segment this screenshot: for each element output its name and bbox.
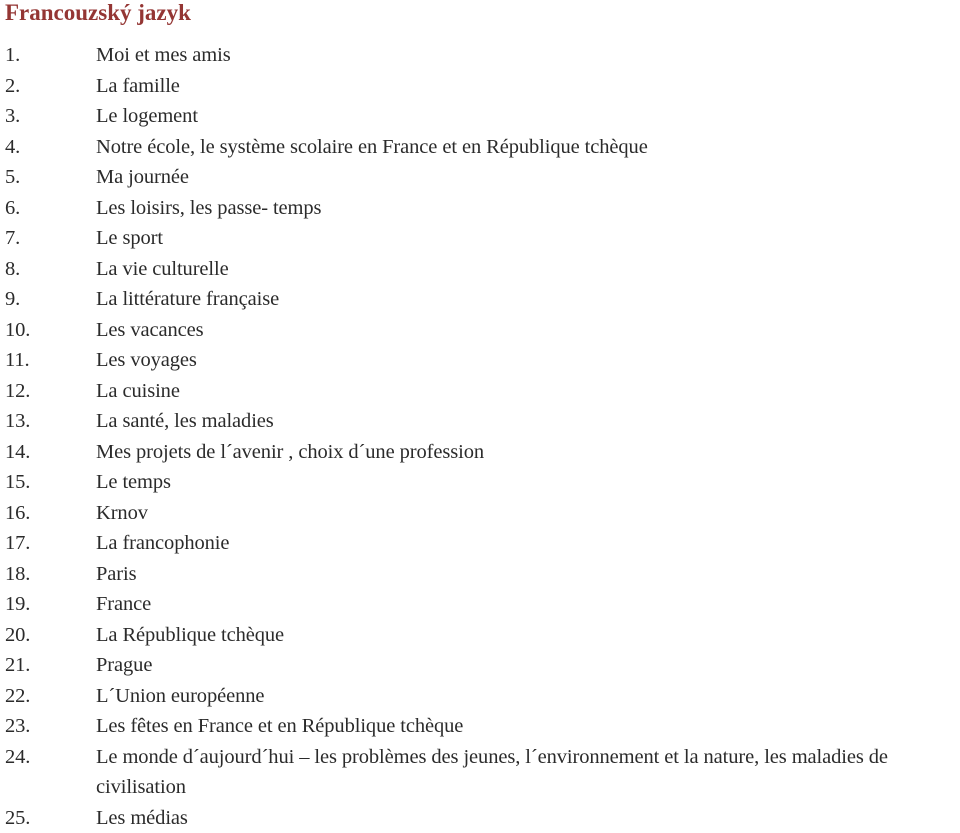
list-item [0,40,960,71]
topic-number: 23. [0,711,96,742]
topic-number: 20. [0,620,96,651]
topic-text: Les voyages [96,345,960,376]
topic-number: 5. [0,162,96,193]
topic-text: Moi et mes amis [96,40,960,71]
topic-text: Paris [96,559,960,590]
topic-number: 17. [0,528,96,559]
topic-number: 2. [0,71,96,102]
topic-number: 15. [0,467,96,498]
topic-number: 10. [0,315,96,346]
list-item [0,467,960,498]
topic-number: 21. [0,650,96,681]
topic-text: Notre école, le système scolaire en France et en République tchèque [96,132,960,163]
topic-text: Mes projets de l´avenir , choix d´une profession [96,437,960,468]
topic-number: 11. [0,345,96,376]
list-item [0,284,960,315]
topic-number: 25. [0,803,96,833]
topic-text: L´Union européenne [96,681,960,712]
list-item [0,254,960,285]
topic-text: La littérature française [96,284,960,315]
list-item [0,589,960,620]
topic-number: 7. [0,223,96,254]
list-item [0,376,960,407]
topic-text: Les fêtes en France et en République tchèque [96,711,960,742]
topic-text: Le logement [96,101,960,132]
topic-text: Les vacances [96,315,960,346]
list-item [0,345,960,376]
topic-text: La francophonie [96,528,960,559]
topic-text: La famille [96,71,960,102]
topic-number: 3. [0,101,96,132]
topic-number: 19. [0,589,96,620]
topic-number: 9. [0,284,96,315]
list-item [0,681,960,712]
list-item [0,132,960,163]
list-item [0,315,960,346]
list-item [0,437,960,468]
list-item [0,620,960,651]
topic-number: 24. [0,742,96,803]
topic-number: 22. [0,681,96,712]
list-item [0,71,960,102]
topic-text: La vie culturelle [96,254,960,285]
topic-number: 8. [0,254,96,285]
topic-text: Prague [96,650,960,681]
list-item [0,223,960,254]
topic-text: Les médias [96,803,960,833]
list-item [0,162,960,193]
topic-list [0,40,960,833]
topic-text: Ma journée [96,162,960,193]
list-item [0,742,960,803]
topic-text: France [96,589,960,620]
topic-number: 1. [0,40,96,71]
list-item [0,193,960,224]
topic-number: 16. [0,498,96,529]
topic-number: 14. [0,437,96,468]
topic-text: La République tchèque [96,620,960,651]
topic-text: La cuisine [96,376,960,407]
list-item [0,803,960,833]
topic-number: 4. [0,132,96,163]
list-item [0,406,960,437]
topic-number: 13. [0,406,96,437]
topic-text: La santé, les maladies [96,406,960,437]
list-item [0,559,960,590]
document-title: Francouzský jazyk [5,0,191,26]
topic-text: Krnov [96,498,960,529]
list-item [0,650,960,681]
topic-text: Les loisirs, les passe- temps [96,193,960,224]
topic-text: Le temps [96,467,960,498]
topic-number: 6. [0,193,96,224]
topic-text: Le monde d´aujourd´hui – les problèmes des jeunes, l´environnement et la nature, les maladies de civilisation [96,742,960,803]
list-item [0,528,960,559]
list-item [0,101,960,132]
topic-number: 12. [0,376,96,407]
topic-number: 18. [0,559,96,590]
list-item [0,711,960,742]
list-item [0,498,960,529]
topic-text: Le sport [96,223,960,254]
